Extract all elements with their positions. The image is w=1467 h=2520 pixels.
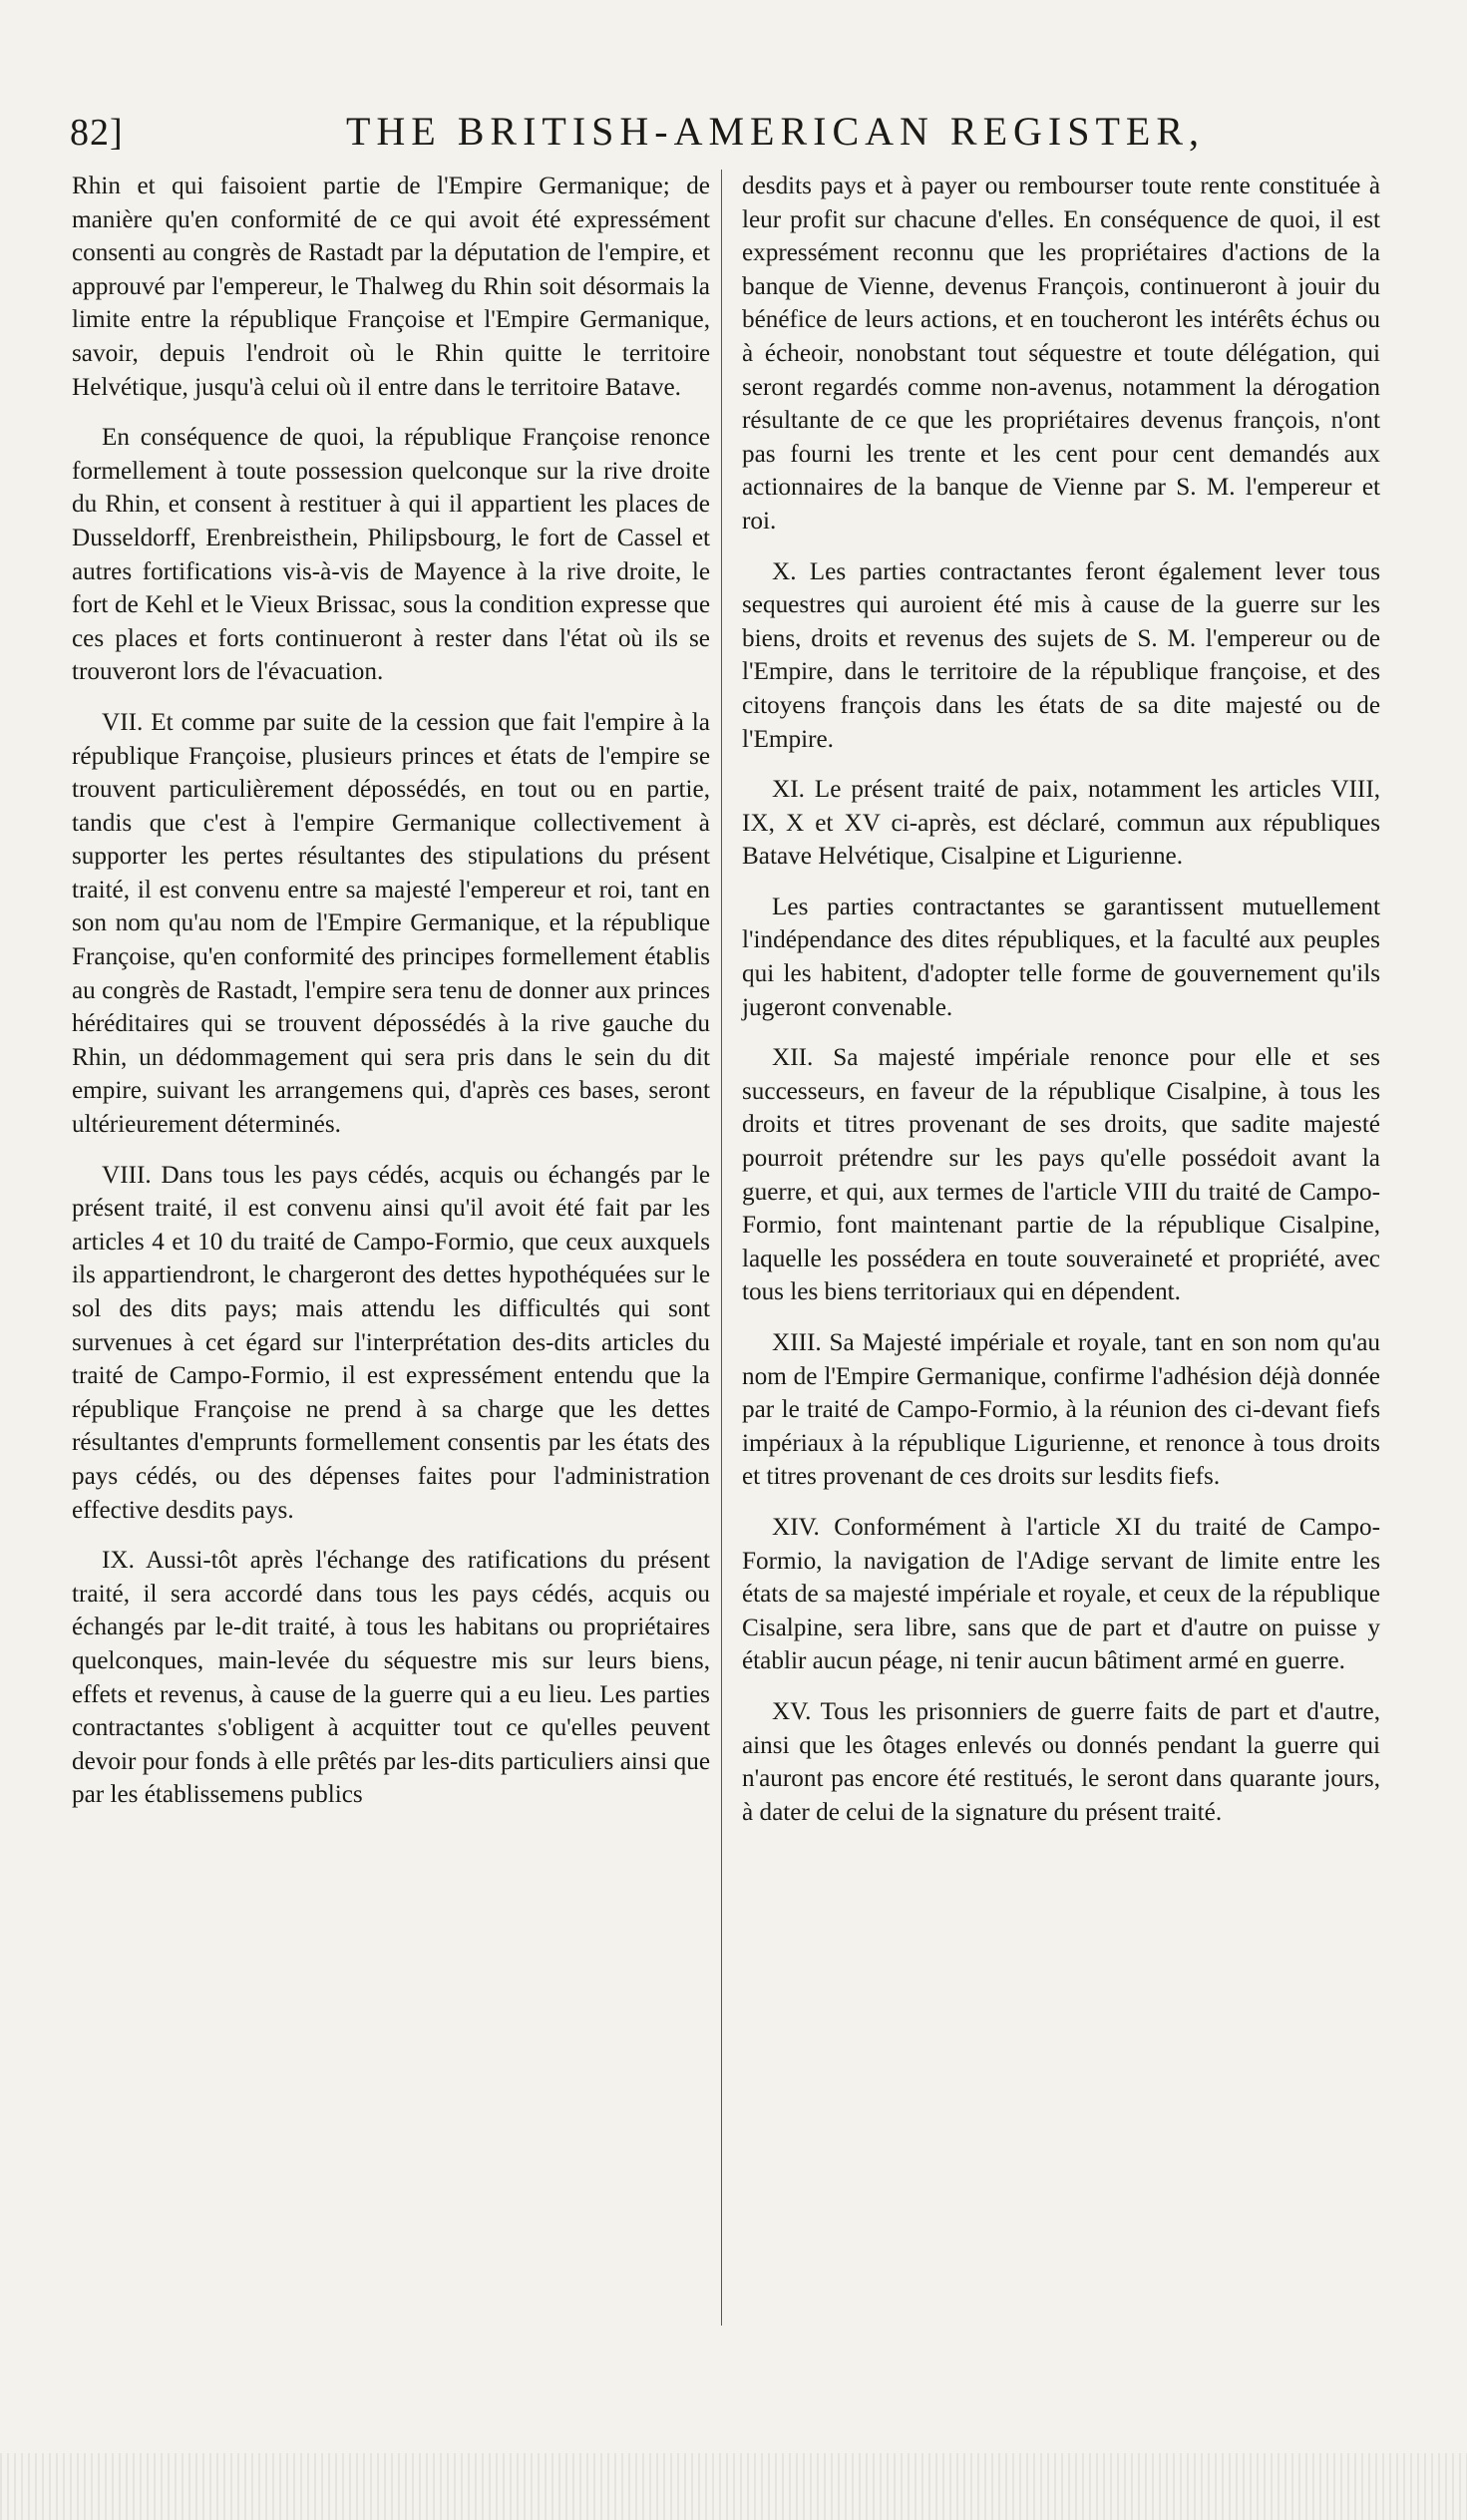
running-title: THE BRITISH-AMERICAN REGISTER, — [345, 109, 1206, 154]
paragraph: Rhin et qui faisoient partie de l'Empire Germanique; de manière qu'en conformité de ce qui avoit été expressément consenti au congrès de Rastadt par la députation de l'empire, et approuvé par l'empereur, le Thalweg du Rhin soit désormais la limite entre la république Françoise et l'Empire Germanique, savoir, depuis l'endroit où le Rhin quitte le territoire Helvétique, jusqu'à celui où il entre dans le territoire Batave. — [72, 173, 710, 401]
article-xiv: XIV. Conformément à l'article XI du traité de Campo-Formio, la navigation de l'Adige servant de limite entre les états de sa majesté impériale et royale, et ceux de la république Cisalpine, sera libre, sans que de part et d'autre on puisse y établir aucun péage, ni tenir aucun bâtiment armé en guerre. — [742, 1513, 1380, 1675]
article-xii: XII. Sa majesté impériale renonce pour elle et ses successeurs, en faveur de la république Cisalpine, à tous les droits et titres provenant de ses droits, que sadite majesté pourroit prétendre sur les pays qu'elle possédoit avant la guerre, et qui, aux termes de l'article VIII du traité de Campo-Formio, font maintenant partie de la république Cisalpine, laquelle les possédera en toute souveraineté et propriété, avec tous les biens territoriaux qui en dépendent. — [742, 1044, 1380, 1306]
article-xi: XI. Le présent traité de paix, notamment les articles VIII, IX, X et XV ci-après, est déclaré, commun aux républiques Batave Helvétique, Cisalpine et Ligurienne. — [742, 776, 1380, 871]
column-divider — [721, 170, 722, 2326]
article-vii: VII. Et comme par suite de la cession que fait l'empire à la république Françoise, plusieurs princes et états de l'empire se trouvent particulièrement dépossédés, en tout ou en partie, tandis que c'est à l'empire Germanique collectivement à supporter les pertes résultantes des stipulations du présent traité, il est convenu entre sa majesté l'empereur et roi, tant en son nom qu'au nom de l'Empire Germanique, et la république Françoise, qu'en conformité des principes formellement établis au congrès de Rastadt, l'empire sera tenu de donner aux princes héréditaires qui se trouvent dépossédés à la rive gauche du Rhin, un dédommagement qui sera pris dans le sein du dit empire, suivant les arrangemens qui, d'après ces bases, seront ultérieurement déterminés. — [72, 708, 710, 1139]
page-header — [70, 108, 1401, 164]
article-viii: VIII. Dans tous les pays cédés, acquis ou échangés par le présent traité, il est convenu ainsi qu'il avoit été fait par les articles 4 et 10 du traité de Campo-Formio, que ceux auxquels ils appartiendront, le chargeront des dettes hypothéquées sur le sol des dits pays; mais attendu les difficultés qui sont survenues à cet égard sur l'interprétation des-dits articles du traité de Campo-Formio, il est expressément entendu que la république Françoise ne prend à sa charge que les dettes résultantes d'emprunts formellement consentis par les états des pays cédés, ou des dépenses faites pour l'administration effective desdits pays. — [72, 1161, 710, 1524]
paragraph: Les parties contractantes se garantissent mutuellement l'indépendance des dites républiques, et la faculté aux peuples qui les habitent, d'adopter telle forme de gouvernement qu'ils jugeront convenable. — [742, 893, 1380, 1021]
paragraph: desdits pays et à payer ou rembourser toute rente constituée à leur profit sur chacune d'elles. En conséquence de quoi, il est expressément reconnu que les propriétaires d'actions de la banque de Vienne, devenus François, continueront à jouir du bénéfice de leurs actions, et en toucheront les intérêts échus ou à écheoir, nonobstant tout séquestre et toute délégation, qui seront regardés comme non-avenus, notamment la dérogation résultante de ce que les propriétaires devenus françois, n'ont pas fourni les trente et les cent pour cent demandés aux actionnaires de la banque de Vienne par S. M. l'empereur et roi. — [742, 173, 1380, 535]
page-number: 82] — [70, 112, 124, 154]
right-column — [742, 170, 1380, 1846]
article-xiii: XIII. Sa Majesté impériale et royale, tant en son nom qu'au nom de l'Empire Germanique, confirme l'adhésion déjà donnée par le traité de Campo-Formio, à la réunion des ci-devant fiefs impériaux à la république Ligurienne, et renonce à tous droits et titres provenant de ces droits sur lesdits fiefs. — [742, 1329, 1380, 1491]
article-x: X. Les parties contractantes feront également lever tous sequestres qui auroient été mis à cause de la guerre sur les biens, droits et revenus des sujets de S. M. l'empereur ou de l'Empire, dans le territoire de la république françoise, et des citoyens françois dans les états de sa dite majesté ou de l'Empire. — [742, 557, 1380, 753]
left-column — [72, 170, 710, 1829]
article-ix: IX. Aussi-tôt après l'échange des ratifications du présent traité, il sera accordé dans tous les pays cédés, acquis ou échangés par le-dit traité, à tous les habitans ou propriétaires quelconques, main-levée du séquestre mis sur leurs biens, effets et revenus, à cause de la guerre qui a eu lieu. Les parties contractantes s'obligent à acquitter tout ce qu'elles peuvent devoir pour fonds à elle prêtés par les-dits particuliers ainsi que par les établissemens publics — [72, 1547, 710, 1809]
article-xv: XV. Tous les prisonniers de guerre faits de part et d'autre, ainsi que les ôtages enlevés ou donnés pendant la guerre qui n'auront pas encore été restitués, le seront dans quarante jours, à dater de celui de la signature du présent traité. — [742, 1697, 1380, 1826]
scan-edge-noise — [0, 2453, 1467, 2520]
paragraph: En conséquence de quoi, la république Françoise renonce formellement à toute possession quelconque sur la rive droite du Rhin, et consent à restituer à qui il appartient les places de Dusseldorff, Erenbreisthein, Philipsbourg, le fort de Cassel et autres fortifications vis-à-vis de Mayence à la rive droite, le fort de Kehl et le Vieux Brissac, sous la condition expresse que ces places et forts continueront à rester dans l'état où ils se trouveront lors de l'évacuation. — [72, 424, 710, 686]
